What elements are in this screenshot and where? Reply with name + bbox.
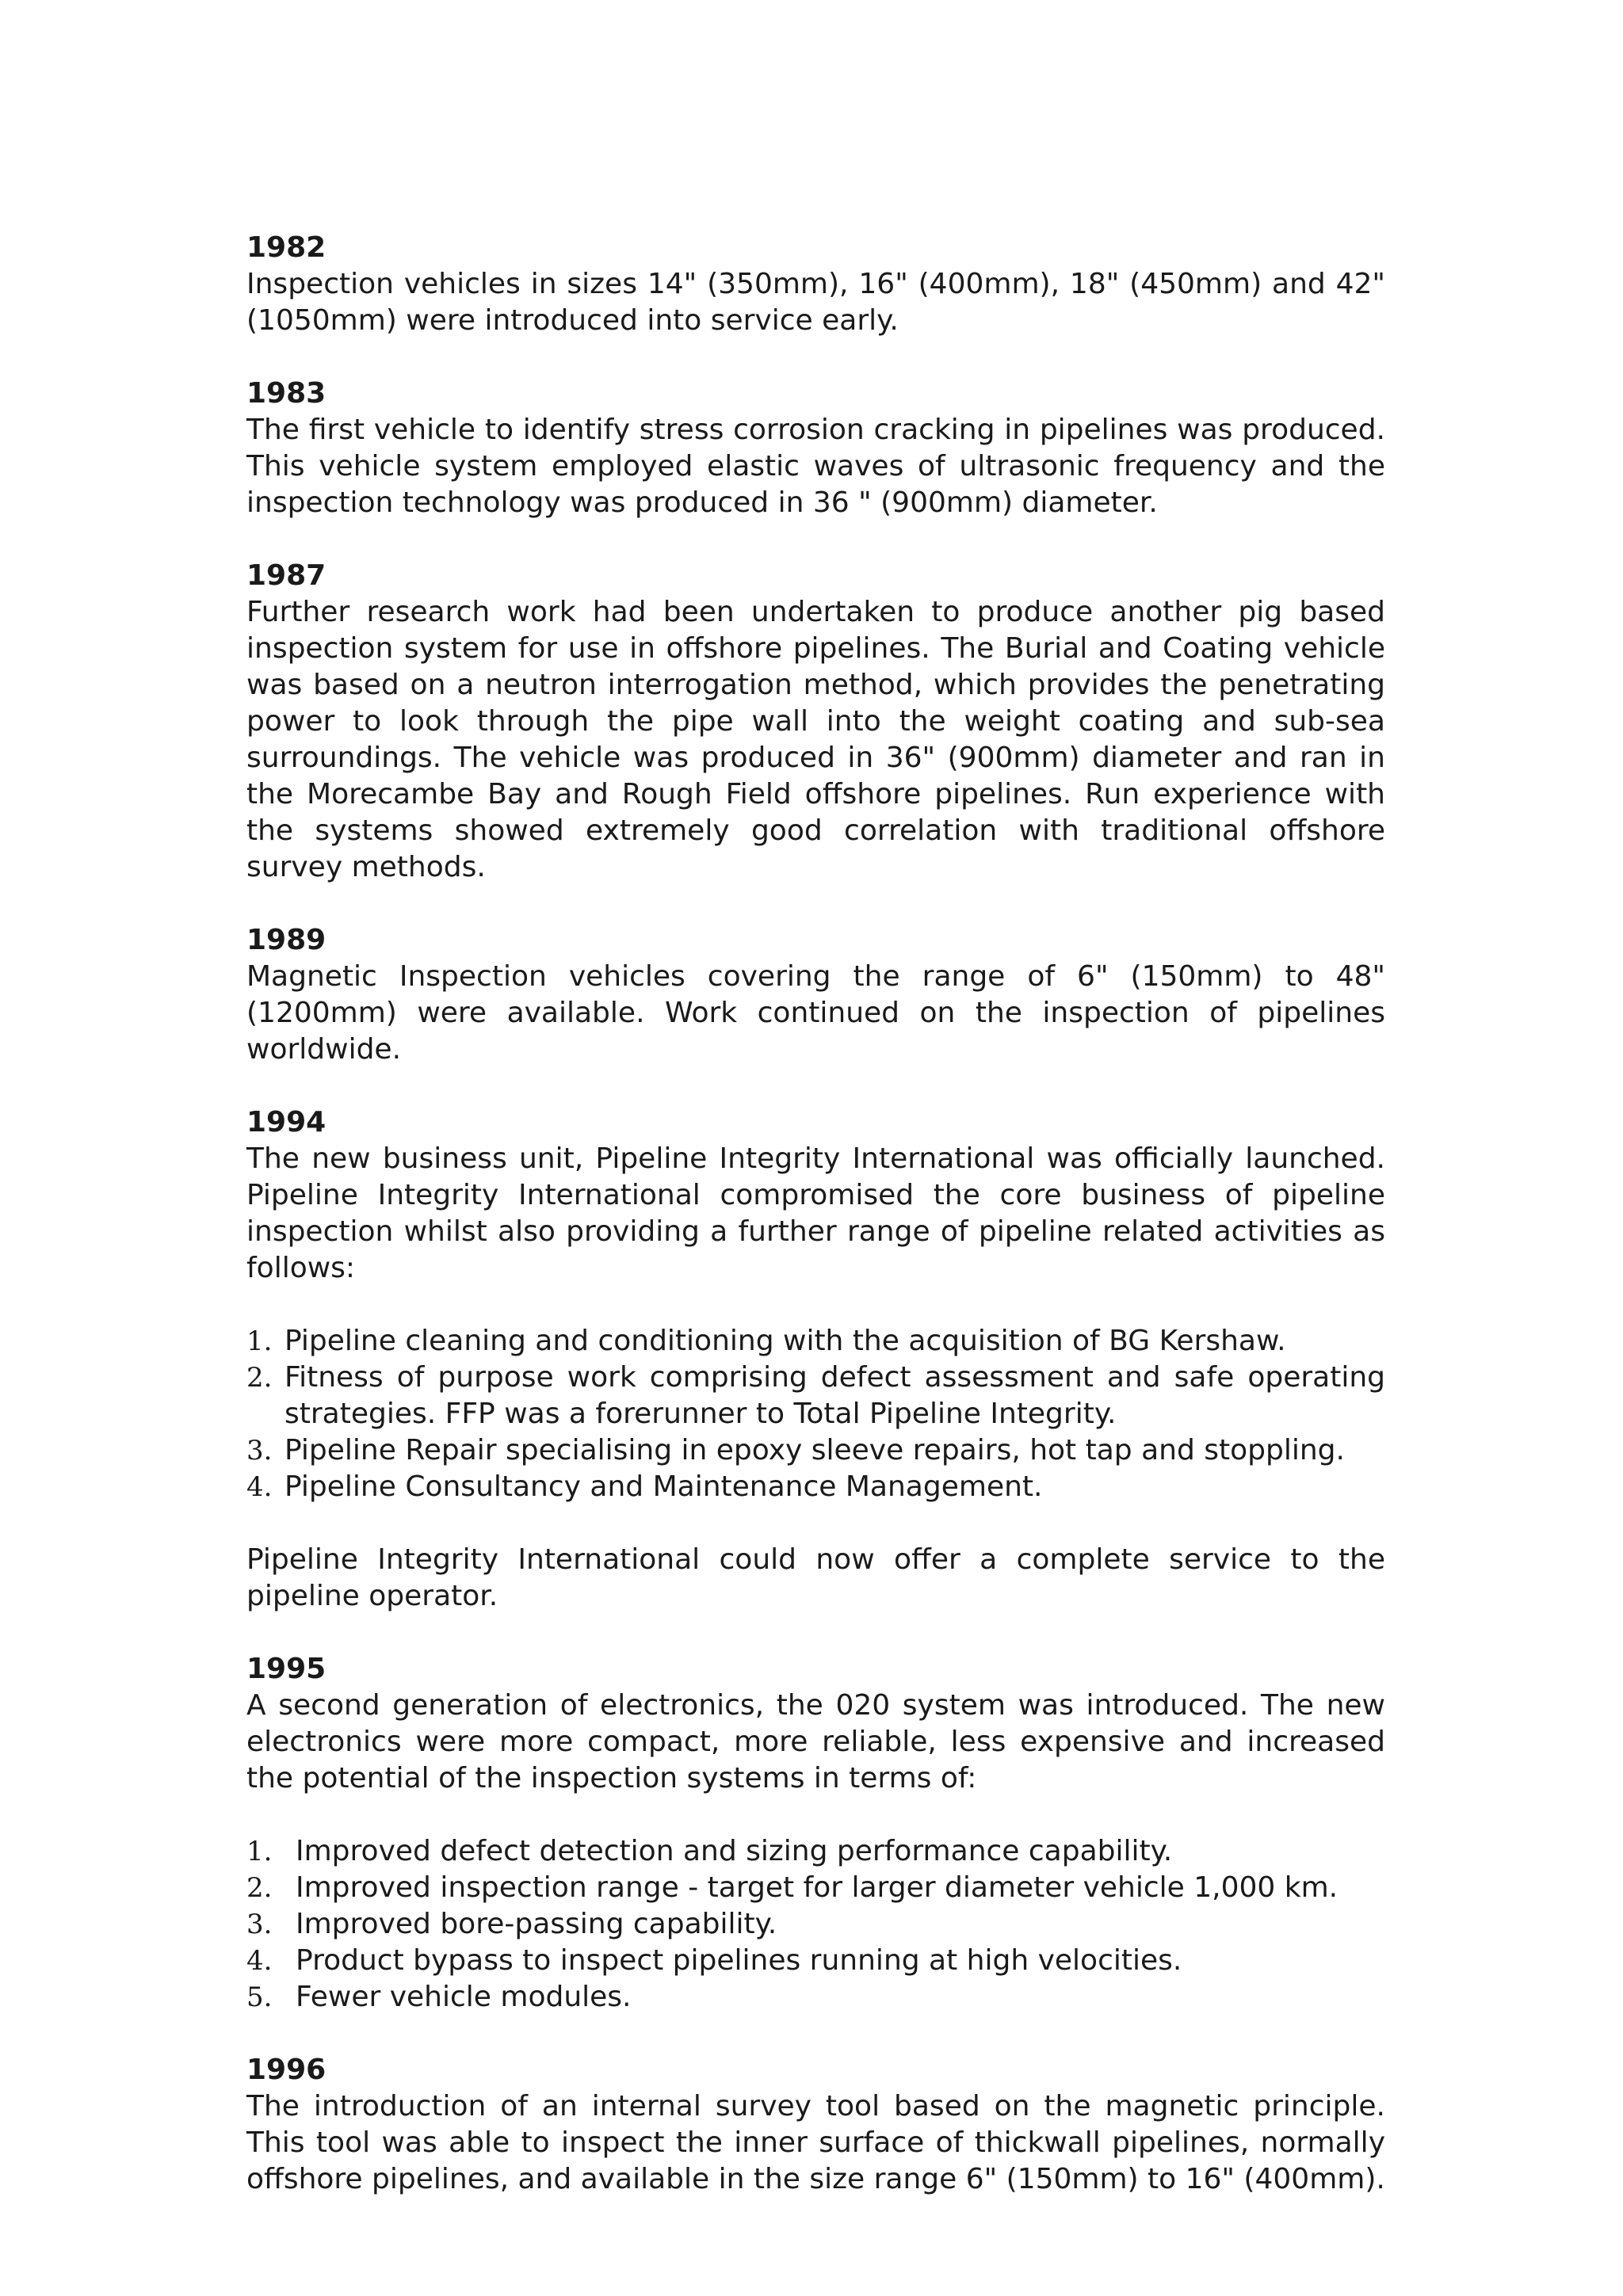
year-heading: 1995 — [246, 1653, 327, 1685]
list-item-text: Fewer vehicle modules. — [296, 1981, 632, 2013]
list-item — [246, 1833, 1385, 1870]
list-number: 1. — [246, 1325, 273, 1357]
section-1987 — [246, 558, 1385, 886]
section-paragraph: A second generation of electronics, the 020 system was introduced. The new electronics were more compact, more reliable, less expensive and increased the potential of the inspection systems in terms of: — [246, 1689, 1385, 1794]
section-paragraph: The introduction of an internal survey tool based on the magnetic principle. This tool was able to inspect the inner surface of thickwall pipelines, normally offshore pipelines, and available in the size range 6" (150mm) to 16" (400mm). — [246, 2090, 1385, 2195]
year-heading: 1989 — [246, 924, 327, 956]
list-item — [246, 1870, 1385, 1906]
list-item-text: Improved inspection range - target for larger diameter vehicle 1,000 km. — [296, 1871, 1338, 1904]
year-heading: 1983 — [246, 377, 327, 410]
list-item-text: Product bypass to inspect pipelines running at high velocities. — [296, 1944, 1182, 1977]
list-number: 1. — [246, 1836, 273, 1867]
list-number: 4. — [246, 1471, 273, 1503]
section-paragraph: Inspection vehicles in sizes 14" (350mm), 16" (400mm), 18" (450mm) and 42" (1050mm) were introduced into service early. — [246, 268, 1385, 337]
list-item-text: Pipeline Consultancy and Maintenance Management. — [285, 1470, 1043, 1503]
list-item-text: Pipeline cleaning and conditioning with the acquisition of BG Kershaw. — [285, 1325, 1286, 1357]
list-item — [246, 1469, 1385, 1505]
activities-list — [246, 1323, 1385, 1505]
list-item — [246, 1906, 1385, 1943]
section-paragraph: Further research work had been undertaken to produce another pig based inspection system for use in offshore pipelines. The Burial and Coating vehicle was based on a neutron interrogation method, which provides the penetrating power to look through the pipe wall into the weight coating and sub-sea surroundings. The vehicle was produced in 36" (900mm) diameter and ran in the Morecambe Bay and Rough Field offshore pipelines. Run experience with the systems showed extremely good correlation with traditional offshore survey methods. — [246, 596, 1385, 883]
list-item-text: Improved bore-passing capability. — [296, 1908, 777, 1940]
list-number: 4. — [246, 1945, 273, 1977]
list-item — [246, 1432, 1385, 1469]
section-1994 — [246, 1104, 1385, 1615]
list-item-text: Improved defect detection and sizing performance capability. — [296, 1835, 1173, 1867]
list-item — [246, 1943, 1385, 1979]
section-closing-paragraph: Pipeline Integrity International could now offer a complete service to the pipeline operator. — [246, 1543, 1385, 1612]
list-number: 5. — [246, 1981, 273, 2013]
list-number: 2. — [246, 1872, 273, 1904]
year-heading: 1982 — [246, 231, 327, 264]
list-number: 3. — [246, 1909, 273, 1940]
list-item-text: Fitness of purpose work comprising defect assessment and safe operating strategies. FFP was a forerunner to Total Pipeline Integrity. — [285, 1361, 1385, 1430]
list-item — [246, 1360, 1385, 1432]
list-number: 3. — [246, 1435, 273, 1466]
list-item — [246, 1323, 1385, 1360]
improvements-list — [246, 1833, 1385, 2016]
year-heading: 1987 — [246, 559, 327, 592]
section-1982 — [246, 230, 1385, 339]
section-1983 — [246, 376, 1385, 521]
list-number: 2. — [246, 1362, 273, 1394]
section-paragraph: Magnetic Inspection vehicles covering the range of 6" (150mm) to 48" (1200mm) were available. Work continued on the inspection of pipelines worldwide. — [246, 960, 1385, 1066]
section-paragraph: The first vehicle to identify stress corrosion cracking in pipelines was produced. This vehicle system employed elastic waves of ultrasonic frequency and the inspection technology was produced in 36 " (900mm) diameter. — [246, 414, 1385, 519]
list-item — [246, 1979, 1385, 2016]
section-1996 — [246, 2052, 1385, 2198]
section-1989 — [246, 922, 1385, 1068]
list-item-text: Pipeline Repair specialising in epoxy sleeve repairs, hot tap and stoppling. — [285, 1434, 1345, 1466]
section-1995 — [246, 1651, 1385, 2016]
year-heading: 1996 — [246, 2054, 327, 2086]
section-paragraph: The new business unit, Pipeline Integrity International was officially launched. Pipeline Integrity International compromised the core business of pipeline inspection whilst also providing a further range of pipeline related activities as follows: — [246, 1142, 1385, 1284]
year-heading: 1994 — [246, 1106, 327, 1138]
